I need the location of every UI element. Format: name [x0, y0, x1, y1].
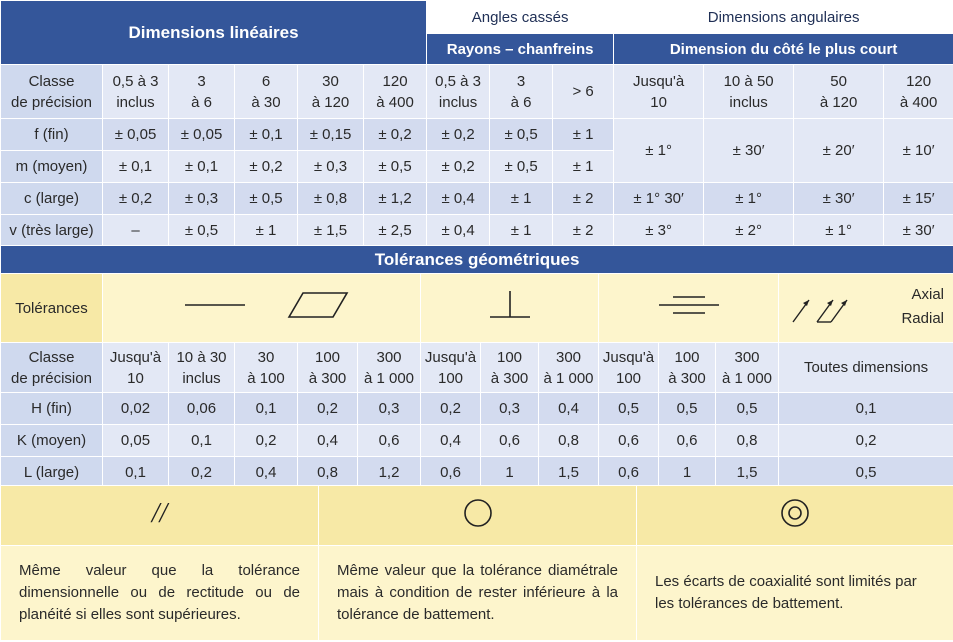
cell: ± 0,8 [298, 183, 364, 215]
rayons-title: Rayons – chanfreins [427, 34, 614, 65]
hdr: 100 à 300 [481, 343, 539, 393]
straightness-flatness-icon [147, 285, 377, 325]
cell: 0,02 [103, 393, 169, 425]
cell: 0,6 [421, 457, 481, 489]
hdr: 0,5 à 3 inclus [427, 65, 490, 119]
cell: ± 2,5 [364, 215, 427, 247]
cell: ± 0,2 [364, 119, 427, 151]
cell: ± 2 [553, 183, 614, 215]
dim-lin-title: Dimensions linéaires [1, 1, 427, 65]
cell: 0,5 [659, 393, 716, 425]
cell: 0,5 [779, 457, 953, 489]
hdr: Jusqu'à 100 [421, 343, 481, 393]
table-row [1, 119, 953, 151]
cell: 0,6 [481, 425, 539, 457]
cell: ± 1° [704, 183, 794, 215]
table-row [1, 425, 953, 457]
cell: 0,8 [716, 425, 779, 457]
cell: ± 0,2 [427, 151, 490, 183]
hdr: 3 à 6 [169, 65, 235, 119]
cell: 0,4 [421, 425, 481, 457]
cell: ± 1 [235, 215, 298, 247]
hdr: 50 à 120 [794, 65, 884, 119]
runout-cell [779, 274, 953, 343]
cell: 1 [659, 457, 716, 489]
cell: ± 0,05 [169, 119, 235, 151]
concentricity-cell [637, 486, 953, 546]
hdr: > 6 [553, 65, 614, 119]
row-label: K (moyen) [1, 425, 103, 457]
cell: ± 0,4 [427, 183, 490, 215]
cell: 0,2 [779, 425, 953, 457]
row-label: f (fin) [1, 119, 103, 151]
hdr: 100 à 300 [298, 343, 358, 393]
hdr: Jusqu'à 10 [103, 343, 169, 393]
note-parallelism: Même valeur que la tolérance dimensionnelle ou de rectitude ou de planéité si elles sont supérieures. [1, 546, 319, 641]
hdr: 10 à 30 inclus [169, 343, 235, 393]
cell: 0,5 [716, 393, 779, 425]
parallelism-cell [1, 486, 319, 546]
cell: ± 10′ [884, 119, 953, 183]
cell: ± 0,5 [490, 119, 553, 151]
note-circularity: Même valeur que la tolérance diamétrale mais à condition de rester inférieure à la tolérance de battement. [319, 546, 637, 641]
symmetry-symbol [599, 274, 779, 343]
runout-icon [785, 286, 875, 336]
cell: 0,5 [599, 393, 659, 425]
cell: ± 2 [553, 215, 614, 247]
row-label: c (large) [1, 183, 103, 215]
cell: 0,8 [539, 425, 599, 457]
cell: 0,05 [103, 425, 169, 457]
cell: 0,6 [358, 425, 421, 457]
cell: ± 0,2 [103, 183, 169, 215]
cell: ± 1 [553, 119, 614, 151]
cell: ± 1 [490, 215, 553, 247]
cell: 0,2 [169, 457, 235, 489]
notes-table [0, 485, 953, 641]
cell: ± 2° [704, 215, 794, 247]
cell: ± 0,3 [298, 151, 364, 183]
row-label: v (très large) [1, 215, 103, 247]
hdr: 30 à 120 [298, 65, 364, 119]
cell: ± 0,1 [103, 151, 169, 183]
hdr: Jusqu'à 10 [614, 65, 704, 119]
cell: ± 0,05 [103, 119, 169, 151]
geo-title: Tolérances géométriques [1, 246, 953, 274]
angles-title: Angles cassés [427, 1, 614, 34]
cell: ± 0,15 [298, 119, 364, 151]
cell: 0,4 [298, 425, 358, 457]
table-row [1, 393, 953, 425]
hdr: 0,5 à 3 inclus [103, 65, 169, 119]
hdr: 6 à 30 [235, 65, 298, 119]
cell: ± 3° [614, 215, 704, 247]
cell: ± 1 [490, 183, 553, 215]
cell: 0,3 [358, 393, 421, 425]
cell: ± 0,5 [364, 151, 427, 183]
hdr: 10 à 50 inclus [704, 65, 794, 119]
cell: ± 1 [553, 151, 614, 183]
parallelism-icon: // [151, 498, 168, 529]
cell: 1,5 [716, 457, 779, 489]
flatness-icon [289, 293, 347, 317]
cell: 1 [481, 457, 539, 489]
cell: ± 0,1 [169, 151, 235, 183]
cell: ± 1° [614, 119, 704, 183]
cell: ± 0,4 [427, 215, 490, 247]
cell: 0,06 [169, 393, 235, 425]
concentricity-icon [775, 493, 815, 533]
cell: ± 1° 30′ [614, 183, 704, 215]
cote-title: Dimension du côté le plus court [614, 34, 953, 65]
all-dims-header: Toutes dimensions [779, 343, 953, 393]
radial-label: Radial [901, 310, 944, 327]
cell: 0,1 [779, 393, 953, 425]
cell: ± 30′ [794, 183, 884, 215]
perpendicularity-icon [480, 285, 540, 325]
cell: ± 30′ [704, 119, 794, 183]
cell: 0,1 [235, 393, 298, 425]
row-label: H (fin) [1, 393, 103, 425]
hdr: 30 à 100 [235, 343, 298, 393]
hdr: 120 à 400 [364, 65, 427, 119]
cell: ± 1° [794, 215, 884, 247]
axial-label: Axial [911, 286, 944, 303]
cell: 0,1 [169, 425, 235, 457]
cell: 0,6 [599, 457, 659, 489]
cell: 1,2 [358, 457, 421, 489]
geometric-table [0, 245, 953, 489]
linear-angular-table [0, 0, 953, 247]
hdr: 120 à 400 [884, 65, 953, 119]
circularity-icon [458, 493, 498, 533]
cell: 0,4 [235, 457, 298, 489]
hdr: 100 à 300 [659, 343, 716, 393]
tol-label: Tolérances [1, 274, 103, 343]
hdr: Jusqu'à 100 [599, 343, 659, 393]
hdr: 300 à 1 000 [358, 343, 421, 393]
cell: 0,4 [539, 393, 599, 425]
perpendicularity-symbol [421, 274, 599, 343]
cell: 0,2 [235, 425, 298, 457]
cell: 0,6 [659, 425, 716, 457]
cell: ± 0,2 [427, 119, 490, 151]
cell: – [103, 215, 169, 247]
cell: 0,1 [103, 457, 169, 489]
geo-header-row [1, 343, 953, 393]
dim-ang-title: Dimensions angulaires [614, 1, 953, 34]
hdr: 300 à 1 000 [539, 343, 599, 393]
table-row [1, 457, 953, 489]
cell: 0,6 [599, 425, 659, 457]
row-label: m (moyen) [1, 151, 103, 183]
cell: ± 30′ [884, 215, 953, 247]
class-header: Classe de précision [1, 65, 103, 119]
cell: ± 0,5 [169, 215, 235, 247]
cell: ± 0,5 [235, 183, 298, 215]
cell: ± 20′ [794, 119, 884, 183]
table-row [1, 215, 953, 247]
cell: ± 15′ [884, 183, 953, 215]
cell: ± 0,2 [235, 151, 298, 183]
cell: ± 0,3 [169, 183, 235, 215]
circularity-cell [319, 486, 637, 546]
cell: 0,8 [298, 457, 358, 489]
row-label: L (large) [1, 457, 103, 489]
cell: ± 0,1 [235, 119, 298, 151]
cell: ± 1,5 [298, 215, 364, 247]
hdr: 300 à 1 000 [716, 343, 779, 393]
hdr: 3 à 6 [490, 65, 553, 119]
cell: 0,3 [481, 393, 539, 425]
note-concentricity: Les écarts de coaxialité sont limités par les tolérances de battement. [637, 546, 953, 641]
straightness-flatness-symbols [103, 274, 421, 343]
cell: 0,2 [298, 393, 358, 425]
cell: 0,2 [421, 393, 481, 425]
cell: ± 0,5 [490, 151, 553, 183]
table-row [1, 183, 953, 215]
cell: 1,5 [539, 457, 599, 489]
top-header-row [1, 65, 953, 119]
class-header: Classe de précision [1, 343, 103, 393]
symmetry-icon [649, 285, 729, 325]
cell: ± 1,2 [364, 183, 427, 215]
